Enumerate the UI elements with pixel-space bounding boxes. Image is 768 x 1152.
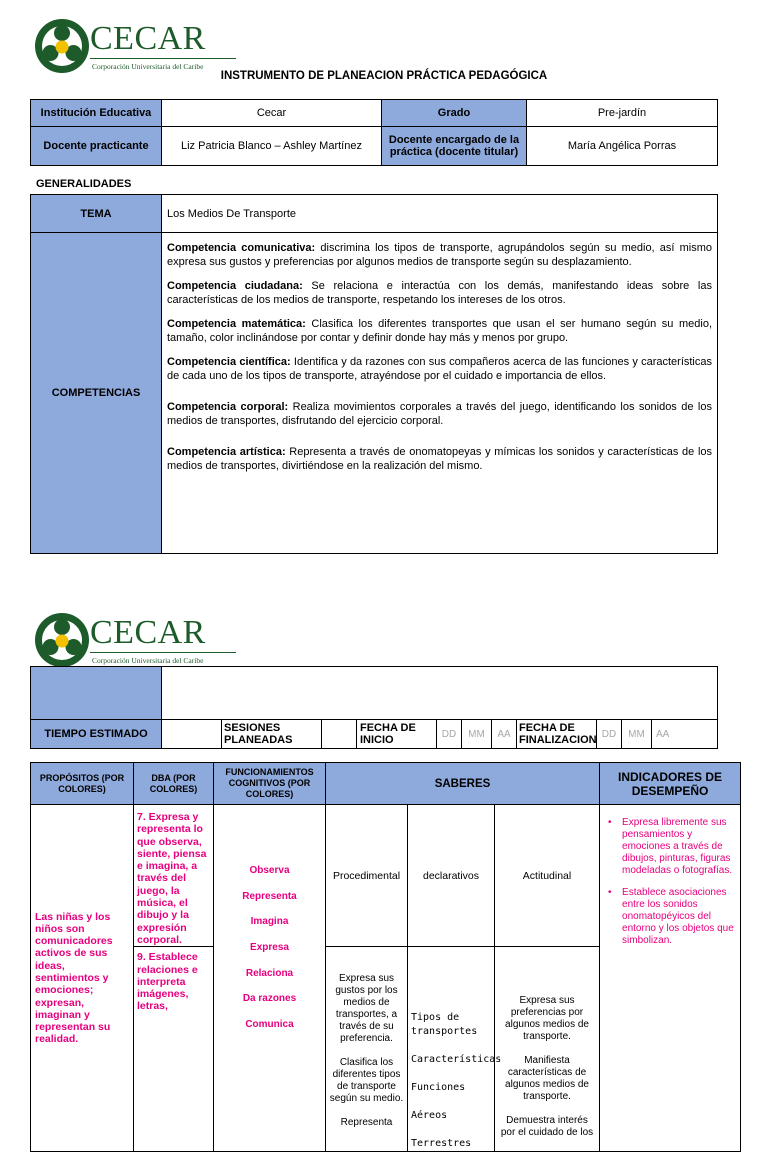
fin-dd[interactable]: DD [597,720,622,749]
institucion-value: Cecar [162,100,382,127]
verb-observa: Observa [249,865,290,876]
declarativo-3: Funciones [411,1082,466,1094]
verb-relaciona: Relaciona [245,967,294,979]
inicio-mm[interactable]: MM [462,720,492,749]
dba-9: 9. Establece relaciones e interpreta imágenes, letras, [134,947,214,1152]
verb-da-razones: Da razones [242,993,297,1005]
docente-value: Liz Patricia Blanco – Ashley Martínez [162,127,382,166]
competencia-cientifica: Competencia científica: Identifica y da razones con sus compañeros acerca de las funciones y características de cada uno de los tipos de transporte, atrayéndose por el cuidado e importancia de ellos. [167,356,712,382]
indicador-2: • Establece asociaciones entre los sonidos onomatopéyicos del entorno y los objetos que simbolizan. [602,887,736,947]
dba-header: DBA (POR COLORES) [134,763,214,805]
procedimental-3: Representa [340,1117,393,1129]
propositos-header: PROPÓSITOS (POR COLORES) [31,763,134,805]
declarativo-1: Tipos de transportes [411,1012,478,1038]
competencia-artistica: Competencia artística: Representa a través de onomatopeyas y mímicas los sonidos y características de los medios de transportes, divirtiéndose en la realización del mismo. [167,446,713,472]
declarativo-5: Terrestres [411,1138,472,1150]
tema-label: TEMA [31,195,162,233]
procedimental-2: Clasifica los diferentes tipos de transporte según su medio. [329,1057,404,1105]
info-table [30,99,718,166]
procedimental-list [326,947,408,1152]
plan-table [30,762,741,1152]
logo-rule [90,58,236,59]
verb-imagina: Imagina [250,916,289,928]
logo-subtitle: Corporación Universitaria del Caribe [92,62,204,71]
sesiones-value[interactable] [322,720,357,749]
indicador-1: • Expresa libremente sus pensamientos y emociones a través de dibujos, pinturas, figuras modeladas o fotografías. [602,817,736,877]
indicadores-header: INDICADORES DE DESEMPEÑO [600,763,741,805]
cecar-emblem-icon [34,18,90,74]
tiempo-table [30,666,718,749]
logo-name: CECAR [90,20,206,57]
saberes-header: SABERES [326,763,600,805]
procedimental-header: Procedimental [326,805,408,947]
competencias-list [162,233,718,554]
fecha-fin-label: FECHA DE FINALIZACION [517,720,597,749]
actitudinal-1: Expresa sus preferencias por algunos medios de transporte. [505,995,589,1043]
inicio-dd[interactable]: DD [437,720,462,749]
actitudinal-3: Demuestra interés por el cuidado de los [500,1115,594,1139]
declarativo-4: Aéreos [411,1110,448,1122]
declarativos-list [408,947,502,1152]
fin-mm[interactable]: MM [622,720,652,749]
proposito-text: Las niñas y los niños son comunicadores activos de sus ideas, sentimientos y emociones; expresan, imaginan y representan su realidad. [31,805,134,1152]
competencia-comunicativa: Competencia comunicativa: discrimina los tipos de transporte, agrupándolos según su medio, así mismo expresa sus gustos y preferencias por algunos medios de transporte según su desplazamiento. [167,242,713,268]
document-title: INSTRUMENTO DE PLANEACION PRÁCTICA PEDAGÓGICA [220,70,548,82]
cecar-emblem-icon [34,612,90,668]
titular-value: María Angélica Porras [527,127,718,166]
fin-aa[interactable]: AA [652,720,718,749]
competencia-matematica: Competencia matemática: Clasifica los diferentes transportes que usan el ser humano según su medio, tamaño, color inclinándose por contar y definir donde hay más y menos por grupo. [167,318,713,344]
actitudinal-list [495,947,600,1152]
competencias-label: COMPETENCIAS [31,233,162,554]
dba-7: 7. Expresa y representa lo que observa, siente, piensa e imagina, a través del juego, la música, el dibujo y la expresión corporal. [134,805,214,947]
logo-name: CECAR [90,614,206,651]
actitudinal-2: Manifiesta características de algunos medios de transporte. [505,1055,589,1103]
actitudinal-header: Actitudinal [495,805,600,947]
verb-representa: Representa [242,890,297,902]
blank-header-cell [31,667,162,720]
tiempo-value[interactable] [162,720,222,749]
logo-rule [90,652,236,653]
verb-comunica: Comunica [245,1019,294,1031]
sesiones-label: SESIONES PLANEADAS [222,720,322,749]
competencia-corporal: Competencia corporal: Realiza movimientos corporales a través del juego, identificando los sonidos de los medios de transportes, disfrutando del ejercicio corporal. [167,401,712,427]
generalidades-label: GENERALIDADES [36,178,132,190]
tema-value: Los Medios De Transporte [162,195,718,233]
grado-value: Pre-jardín [527,100,718,127]
docente-label: Docente practicante [31,127,162,166]
procedimental-1: Expresa sus gustos por los medios de transportes, a través de su preferencia. [335,973,398,1045]
competencia-ciudadana: Competencia ciudadana: Se relaciona e interactúa con los demás, manifestando ideas sobre las características de los medios de transporte, respetando los intereses de los otros. [167,280,712,306]
titular-label: Docente encargado de la práctica (docente titular) [382,127,527,166]
cecar-logo [34,18,206,74]
blank-content-cell [162,667,718,720]
declarativos-header: declarativos [408,805,495,947]
generalidades-table [30,194,718,554]
declarativo-2: Características [411,1054,502,1066]
funcionamientos-list [214,805,326,1152]
funcionamientos-header: FUNCIONAMIENTOS COGNITIVOS (POR COLORES) [214,763,326,805]
fecha-inicio-label: FECHA DE INICIO [357,720,437,749]
institucion-label: Institución Educativa [31,100,162,127]
verb-expresa: Expresa [250,942,289,954]
indicadores-list [600,805,741,1152]
cecar-logo-page2 [34,612,206,668]
inicio-aa[interactable]: AA [492,720,517,749]
grado-label: Grado [382,100,527,127]
tiempo-estimado-label: TIEMPO ESTIMADO [31,720,162,749]
logo-subtitle: Corporación Universitaria del Caribe [92,656,204,665]
